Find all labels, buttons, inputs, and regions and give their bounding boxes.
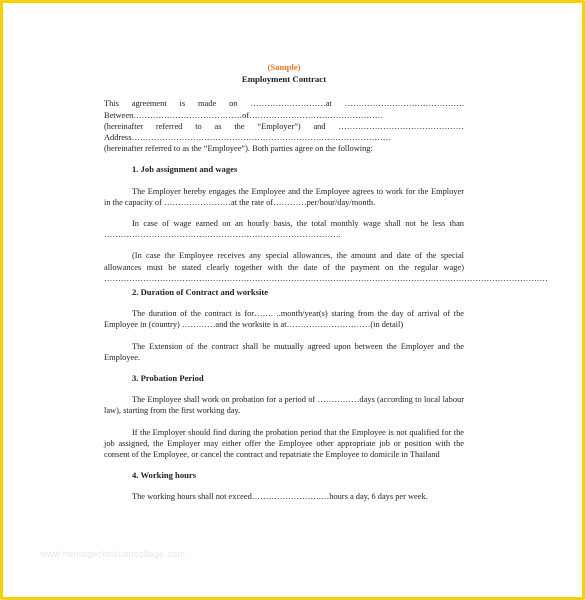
- section-paragraph: The working hours shall not exceed…………………….…hours a day, 6 days per week.: [132, 492, 428, 502]
- intro-line: Between…………………………………of…………………………………………: [104, 110, 384, 120]
- document-title: Employment Contract: [241, 74, 327, 85]
- section-paragraph: The Employee shall work on probation for a period of ……………days (according to local labour law), starting from the first working day.: [104, 395, 464, 416]
- intro-line: (hereinafter referred to as the “Employee”). Both parties agree on the following:: [104, 144, 373, 154]
- section-heading-probation: 3. Probation Period: [132, 373, 204, 384]
- watermark-text: www.heritagechristiancollege.com: [40, 549, 186, 559]
- section-paragraph: If the Employer should find during the probation period that the Employee is not qualified for the job assigned, the Employer may either offer the Employee other appropriate job or position with the consent of the Employee, or cancel the contract and repatriate the Employee to domicile in Thailand: [104, 427, 464, 460]
- section-heading-duration: 2. Duration of Contract and worksite: [132, 287, 269, 298]
- contract-document: [104, 62, 548, 503]
- intro-line: This agreement is made on ………………………at …………………………………….: [104, 99, 464, 109]
- intro-line: Address…………………………………………………………………………………: [104, 133, 392, 143]
- intro-line: (hereinafter referred to as the “Employer”) and ………………………………………: [104, 121, 464, 131]
- section-paragraph: The Employer hereby engages the Employee and the Employee agrees to work for the Employer in the capacity of ……………………at the rate of…………per/hour/day/month.: [104, 186, 464, 207]
- section-paragraph: (In case the Employee receives any special allowances, the amount and date of the special allowances must be stated clearly together with the date of the payment on the regular wage) ……………………………………………………………………………………………………………………………………………: [104, 251, 548, 283]
- section-paragraph: In case of wage earned on an hourly basis, the total monthly wage shall not be less than ………………………………………………………………………….: [104, 219, 464, 240]
- section-paragraph: The duration of the contract is for……. ..month/year(s) staring from the day of arrival of the Employee in (country) …………and the worksite is at…………………………(in detail): [104, 309, 464, 330]
- section-heading-job-assignment: 1. Job assignment and wages: [132, 164, 238, 175]
- section-heading-working-hours: 4. Working hours: [132, 470, 197, 481]
- section-paragraph: The Extension of the contract shall be mutually agreed upon between the Employer and the Employee.: [104, 341, 464, 362]
- sample-label: (Sample): [267, 62, 301, 72]
- intro-block: [104, 98, 464, 154]
